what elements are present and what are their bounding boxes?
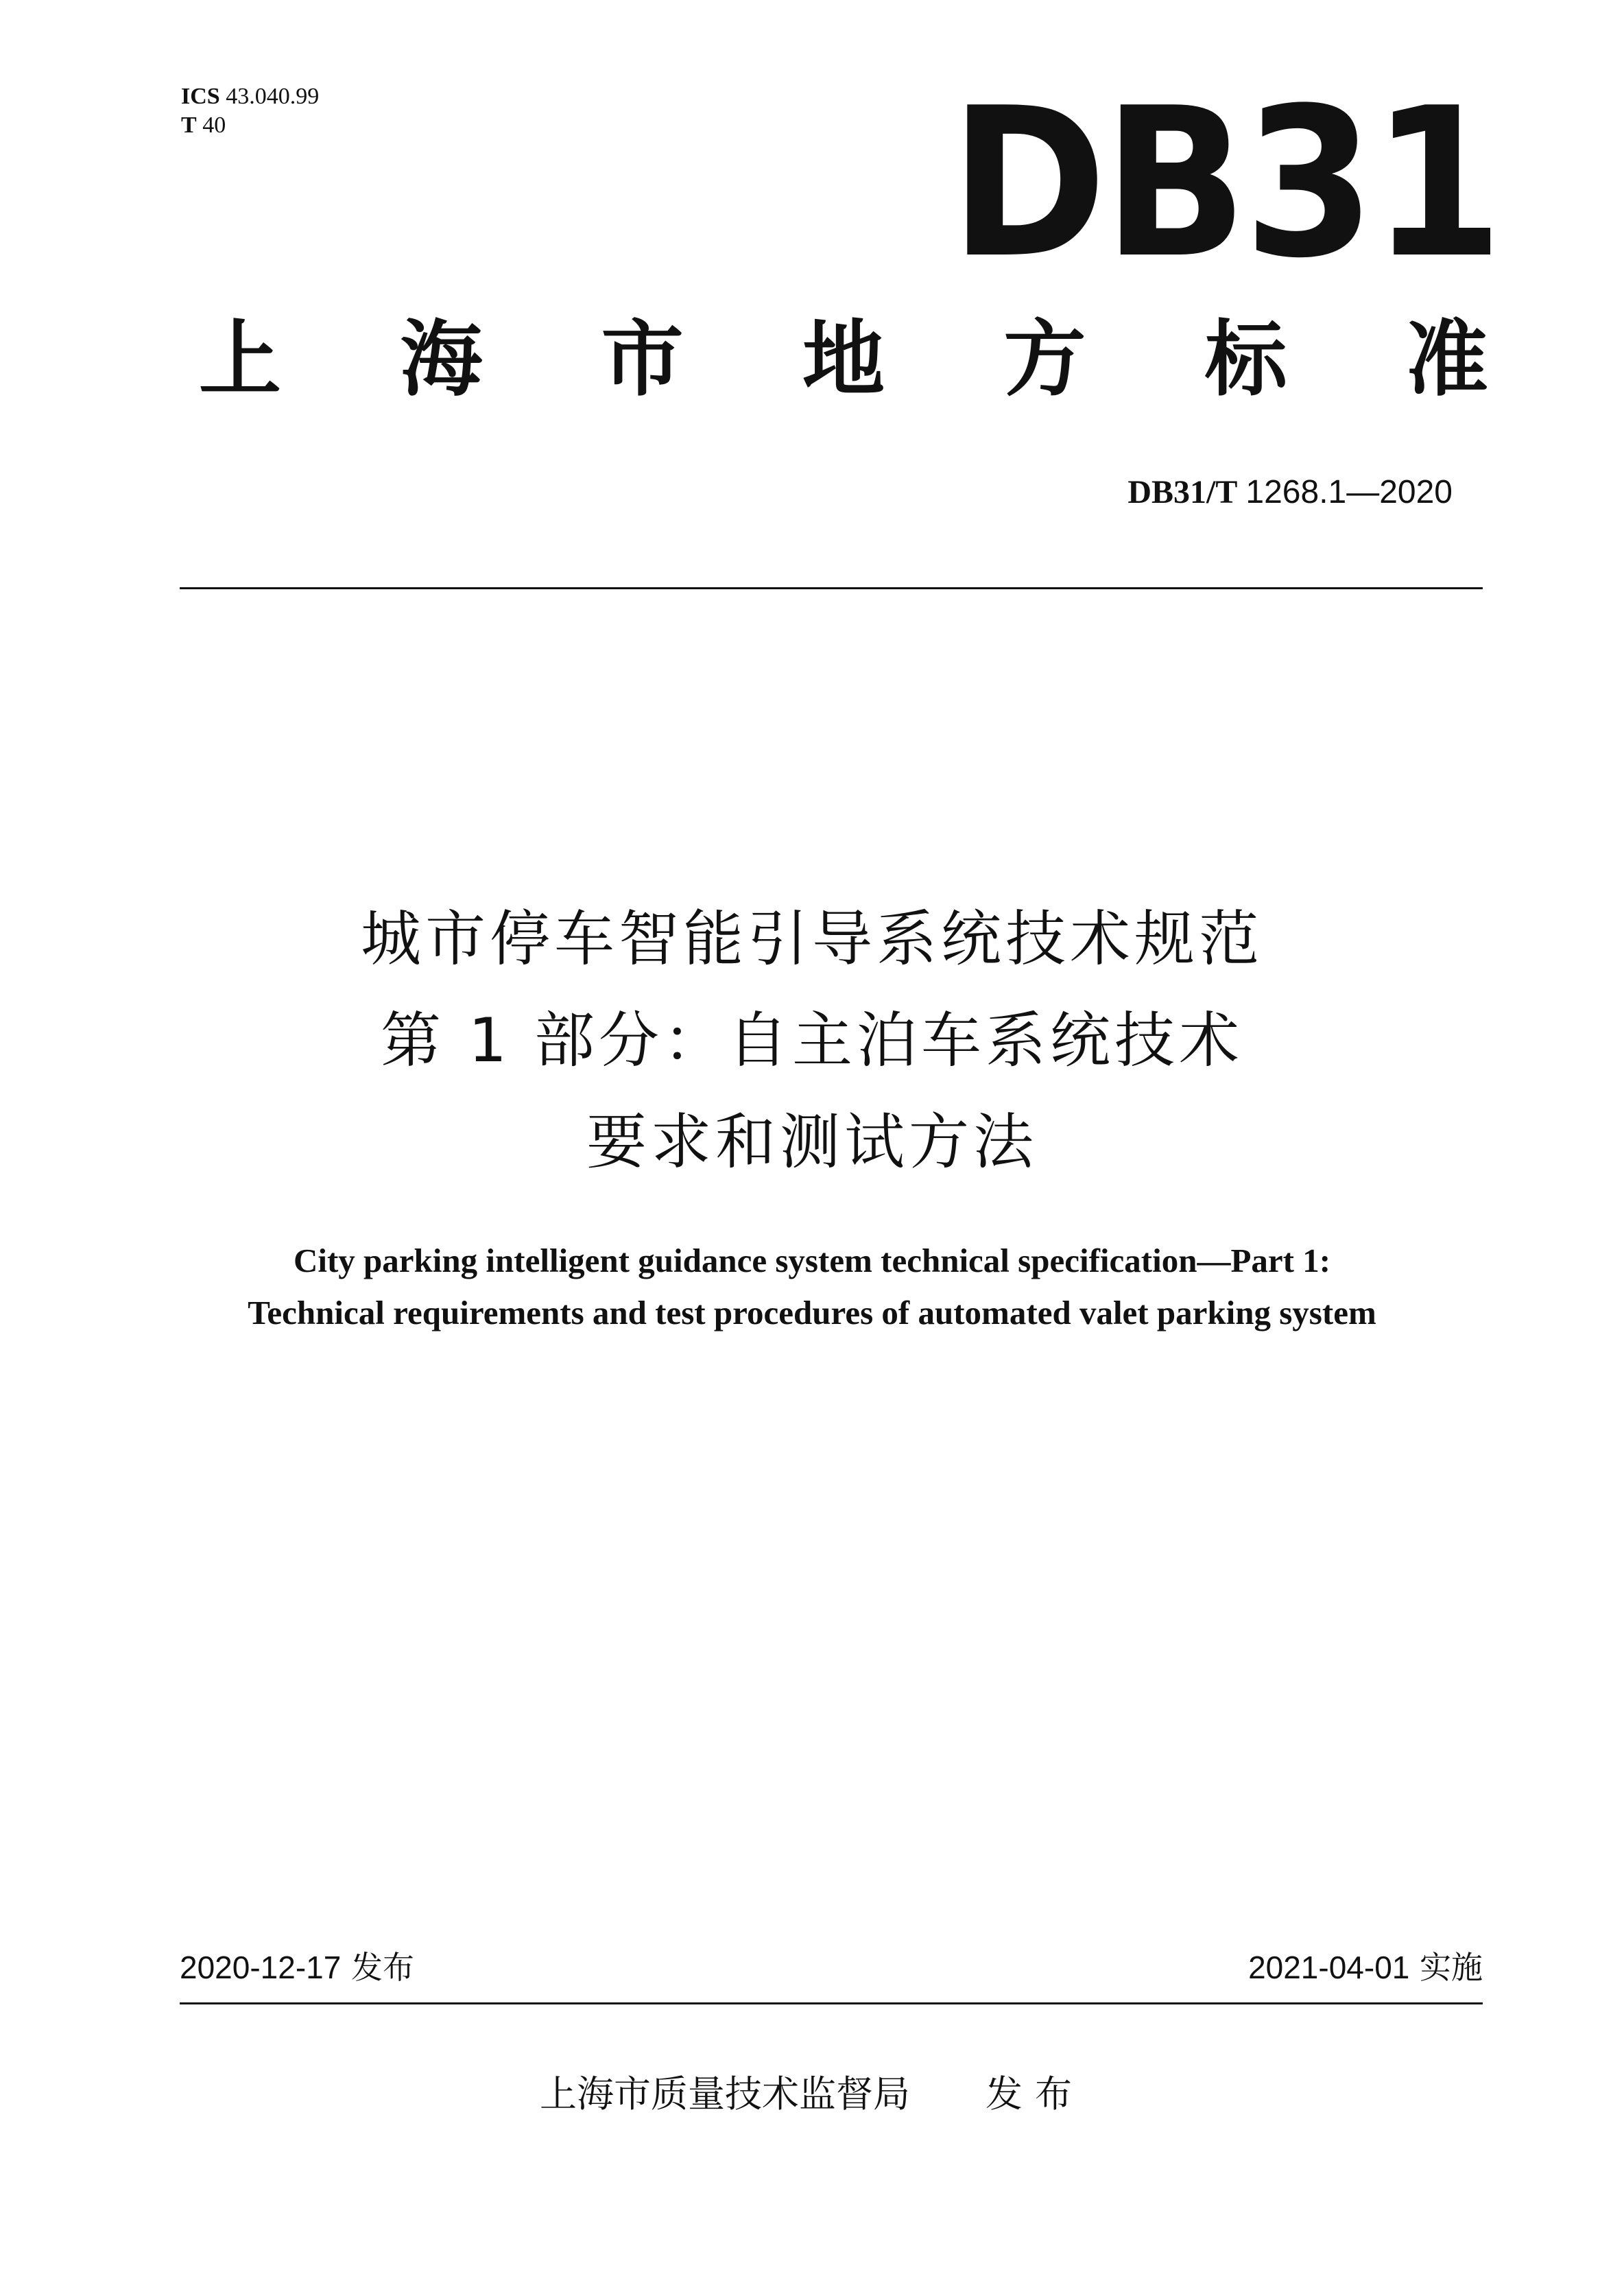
standard-number — [1127, 473, 1453, 512]
ics-label: ICS — [181, 84, 220, 109]
class-prefix: T — [181, 113, 197, 138]
ics-code: 43.040.99 — [226, 84, 320, 109]
standard-type-heading — [199, 312, 1488, 408]
class-code: 40 — [202, 113, 226, 138]
standard-type-char: 方 — [1003, 312, 1086, 407]
standard-type-char: 海 — [400, 312, 483, 407]
standard-type-char: 标 — [1204, 312, 1287, 407]
publisher-name: 上海市质量技术监督局 — [540, 2072, 910, 2116]
standard-type-char: 市 — [601, 312, 684, 407]
ics-line — [181, 82, 319, 111]
standard-type-char: 准 — [1405, 312, 1488, 407]
implement-label: 实施 — [1420, 1949, 1483, 1986]
chinese-title — [0, 888, 1624, 1193]
standard-number-value: 1268.1—2020 — [1245, 474, 1453, 510]
class-line — [181, 111, 319, 140]
issue-label: 发布 — [350, 1949, 414, 1986]
standard-number-prefix: DB31/T — [1127, 474, 1238, 510]
english-title — [0, 1235, 1624, 1339]
classification-codes — [181, 82, 319, 140]
english-title-line: City parking intelligent guidance system technical specification—Part 1: — [293, 1242, 1331, 1279]
logo-text: DB31 — [950, 64, 1500, 303]
english-title-line: Technical requirements and test procedures of automated valet parking system — [248, 1294, 1376, 1332]
implement-date: 2021-04-01 — [1248, 1950, 1410, 1985]
chinese-title-line: 要求和测试方法 — [586, 1106, 1038, 1177]
publisher-line — [0, 2070, 1624, 2118]
publisher-action: 发布 — [986, 2072, 1084, 2116]
chinese-title-line: 第 1 部分：自主泊车系统技术 — [381, 1005, 1243, 1076]
issue-date: 2020-12-17 — [180, 1950, 342, 1985]
issue-date-block — [180, 1947, 414, 1988]
header-divider — [180, 587, 1483, 589]
standard-type-char: 上 — [199, 312, 281, 407]
footer-divider — [180, 2002, 1483, 2004]
implement-date-block — [1248, 1947, 1483, 1988]
chinese-title-line: 城市停车智能引导系统技术规范 — [360, 903, 1263, 974]
db31-logo — [950, 64, 1500, 303]
standard-type-char: 地 — [802, 312, 885, 407]
